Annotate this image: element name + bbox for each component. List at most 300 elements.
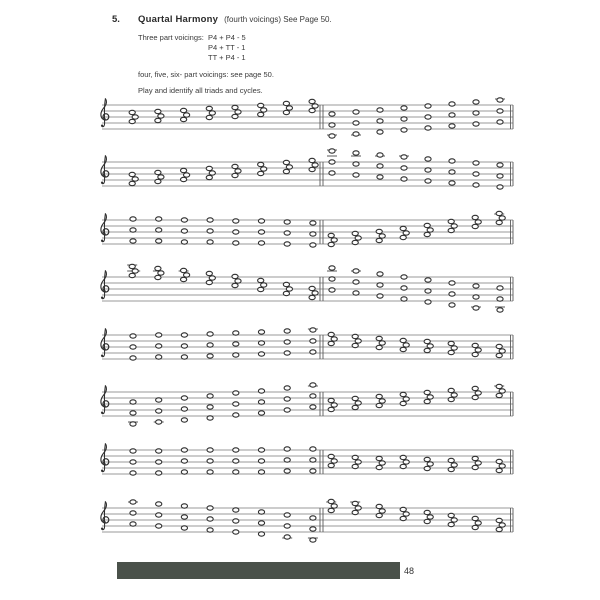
whole-note bbox=[472, 456, 478, 460]
whole-note bbox=[497, 109, 503, 113]
whole-note bbox=[207, 405, 213, 409]
whole-note bbox=[130, 511, 136, 515]
whole-note bbox=[130, 356, 136, 360]
chord bbox=[127, 264, 140, 277]
whole-note bbox=[181, 526, 187, 530]
whole-note bbox=[233, 402, 239, 406]
whole-note bbox=[377, 130, 383, 134]
whole-note bbox=[258, 532, 264, 536]
chord bbox=[232, 164, 241, 177]
whole-note bbox=[207, 354, 213, 358]
whole-note bbox=[156, 228, 162, 232]
whole-note bbox=[309, 99, 315, 103]
chord bbox=[401, 106, 407, 132]
whole-note bbox=[258, 230, 264, 234]
whole-note bbox=[472, 343, 478, 347]
chord bbox=[376, 394, 385, 407]
whole-note bbox=[233, 331, 239, 335]
whole-note bbox=[286, 287, 292, 291]
whole-note bbox=[449, 303, 455, 307]
whole-note bbox=[401, 117, 407, 121]
whole-note bbox=[233, 353, 239, 357]
chord bbox=[309, 158, 318, 171]
whole-note bbox=[400, 392, 406, 396]
whole-note bbox=[130, 500, 136, 504]
whole-note bbox=[310, 221, 316, 225]
whole-note bbox=[473, 295, 479, 299]
whole-note bbox=[448, 228, 454, 232]
whole-note bbox=[328, 454, 334, 458]
voicing-item: TT + P4 - 1 bbox=[208, 53, 246, 62]
whole-note bbox=[206, 280, 212, 284]
whole-note bbox=[261, 167, 267, 171]
whole-note bbox=[331, 238, 337, 242]
chord bbox=[449, 102, 455, 128]
whole-note bbox=[129, 119, 135, 123]
chord bbox=[258, 278, 267, 291]
chord bbox=[328, 233, 337, 246]
chord bbox=[233, 508, 239, 534]
chord bbox=[351, 110, 361, 136]
chord bbox=[258, 330, 264, 356]
whole-note bbox=[473, 161, 479, 165]
whole-note bbox=[400, 401, 406, 405]
whole-note bbox=[233, 413, 239, 417]
chord bbox=[181, 218, 187, 244]
whole-note bbox=[310, 383, 316, 387]
whole-note bbox=[473, 172, 479, 176]
whole-note bbox=[158, 175, 164, 179]
whole-note bbox=[310, 538, 316, 542]
whole-note bbox=[258, 287, 264, 291]
chord bbox=[284, 447, 290, 473]
whole-note bbox=[331, 337, 337, 341]
chord bbox=[284, 220, 290, 246]
whole-note bbox=[497, 308, 503, 312]
chord bbox=[181, 504, 187, 530]
whole-note bbox=[181, 240, 187, 244]
chord bbox=[424, 457, 433, 470]
whole-note bbox=[233, 342, 239, 346]
chord bbox=[449, 159, 455, 185]
whole-note bbox=[376, 394, 382, 398]
chord bbox=[495, 98, 505, 124]
whole-note bbox=[403, 460, 409, 464]
whole-note bbox=[377, 119, 383, 123]
whole-note bbox=[181, 108, 187, 112]
whole-note bbox=[328, 332, 334, 336]
chord bbox=[207, 506, 213, 532]
whole-note bbox=[155, 275, 161, 279]
whole-note bbox=[233, 241, 239, 245]
whole-note bbox=[232, 274, 238, 278]
whole-note bbox=[425, 179, 431, 183]
whole-note bbox=[258, 448, 264, 452]
whole-note bbox=[499, 389, 505, 393]
whole-note bbox=[376, 336, 382, 340]
music-system-2 bbox=[95, 144, 520, 206]
chord bbox=[351, 151, 361, 177]
whole-note bbox=[472, 224, 478, 228]
whole-note bbox=[310, 527, 316, 531]
whole-note bbox=[328, 508, 334, 512]
whole-note bbox=[377, 164, 383, 168]
whole-note bbox=[156, 524, 162, 528]
whole-note bbox=[310, 232, 316, 236]
whole-note bbox=[403, 397, 409, 401]
whole-note bbox=[331, 403, 337, 407]
chord bbox=[472, 516, 481, 529]
chord bbox=[376, 504, 385, 517]
whole-note bbox=[312, 291, 318, 295]
whole-note bbox=[284, 535, 290, 539]
whole-note bbox=[156, 471, 162, 475]
whole-note bbox=[449, 281, 455, 285]
whole-note bbox=[129, 264, 135, 268]
whole-note bbox=[377, 283, 383, 287]
whole-note bbox=[355, 401, 361, 405]
whole-note bbox=[499, 464, 505, 468]
whole-note bbox=[376, 504, 382, 508]
whole-note bbox=[310, 394, 316, 398]
whole-note bbox=[207, 343, 213, 347]
whole-note bbox=[181, 396, 187, 400]
chord bbox=[156, 449, 162, 475]
music-system-8 bbox=[95, 490, 520, 552]
whole-note bbox=[448, 522, 454, 526]
whole-note bbox=[261, 283, 267, 287]
whole-note bbox=[496, 353, 502, 357]
whole-note bbox=[497, 98, 503, 102]
chord bbox=[232, 274, 241, 287]
whole-note bbox=[472, 525, 478, 529]
whole-note bbox=[130, 228, 136, 232]
whole-note bbox=[448, 388, 454, 392]
whole-note bbox=[284, 458, 290, 462]
whole-note bbox=[472, 516, 478, 520]
whole-note bbox=[181, 344, 187, 348]
whole-note bbox=[206, 166, 212, 170]
whole-note bbox=[156, 409, 162, 413]
whole-note bbox=[497, 286, 503, 290]
whole-note bbox=[425, 157, 431, 161]
whole-note bbox=[209, 276, 215, 280]
whole-note bbox=[355, 236, 361, 240]
whole-note bbox=[310, 405, 316, 409]
whole-note bbox=[155, 118, 161, 122]
whole-note bbox=[496, 220, 502, 224]
whole-note bbox=[376, 229, 382, 233]
whole-note bbox=[400, 464, 406, 468]
whole-note bbox=[283, 160, 289, 164]
whole-note bbox=[206, 175, 212, 179]
whole-note bbox=[424, 457, 430, 461]
whole-note bbox=[232, 114, 238, 118]
chord bbox=[400, 338, 409, 351]
whole-note bbox=[158, 271, 164, 275]
whole-note bbox=[156, 398, 162, 402]
whole-note bbox=[130, 449, 136, 453]
chord bbox=[181, 448, 187, 474]
whole-note bbox=[207, 506, 213, 510]
whole-note bbox=[184, 173, 190, 177]
whole-note bbox=[258, 470, 264, 474]
whole-note bbox=[209, 171, 215, 175]
whole-note bbox=[328, 463, 334, 467]
whole-note bbox=[425, 278, 431, 282]
chord bbox=[473, 100, 479, 126]
whole-note bbox=[328, 407, 334, 411]
whole-note bbox=[379, 399, 385, 403]
whole-note bbox=[472, 395, 478, 399]
chord bbox=[284, 329, 290, 355]
whole-note bbox=[233, 530, 239, 534]
whole-note bbox=[328, 499, 334, 503]
whole-note bbox=[427, 462, 433, 466]
whole-note bbox=[129, 110, 135, 114]
whole-note bbox=[401, 128, 407, 132]
page-number: 48 bbox=[404, 566, 415, 576]
section-subtitle: (fourth voicings) See Page 50. bbox=[224, 15, 332, 24]
chord bbox=[495, 286, 505, 312]
voicing-item: P4 + TT - 1 bbox=[208, 43, 246, 52]
chord bbox=[496, 459, 505, 472]
whole-note bbox=[181, 277, 187, 281]
chord bbox=[401, 275, 407, 301]
whole-note bbox=[379, 461, 385, 465]
chord bbox=[328, 332, 337, 345]
whole-note bbox=[233, 508, 239, 512]
whole-note bbox=[207, 332, 213, 336]
whole-note bbox=[284, 408, 290, 412]
note-instruction: Play and identify all triads and cycles. bbox=[138, 86, 263, 95]
whole-note bbox=[352, 455, 358, 459]
whole-note bbox=[309, 158, 315, 162]
whole-note bbox=[206, 115, 212, 119]
whole-note bbox=[377, 175, 383, 179]
chord bbox=[179, 268, 190, 281]
chord bbox=[399, 155, 409, 181]
whole-note bbox=[310, 328, 316, 332]
whole-note bbox=[310, 458, 316, 462]
chord bbox=[258, 219, 264, 245]
whole-note bbox=[425, 115, 431, 119]
whole-note bbox=[129, 172, 135, 176]
whole-note bbox=[284, 397, 290, 401]
whole-note bbox=[309, 167, 315, 171]
whole-note bbox=[401, 297, 407, 301]
whole-note bbox=[449, 113, 455, 117]
whole-note bbox=[472, 215, 478, 219]
chord bbox=[376, 229, 385, 242]
whole-note bbox=[499, 216, 505, 220]
whole-note bbox=[258, 389, 264, 393]
whole-note bbox=[233, 219, 239, 223]
whole-note bbox=[496, 344, 502, 348]
whole-note bbox=[449, 102, 455, 106]
whole-note bbox=[377, 153, 383, 157]
chord bbox=[424, 510, 433, 523]
whole-note bbox=[379, 509, 385, 513]
chord bbox=[284, 386, 290, 412]
whole-note bbox=[448, 458, 454, 462]
whole-note bbox=[130, 411, 136, 415]
whole-note bbox=[284, 220, 290, 224]
whole-note bbox=[283, 282, 289, 286]
whole-note bbox=[475, 348, 481, 352]
whole-note bbox=[130, 239, 136, 243]
whole-note bbox=[207, 528, 213, 532]
whole-note bbox=[329, 134, 335, 138]
whole-note bbox=[284, 447, 290, 451]
whole-note bbox=[258, 171, 264, 175]
whole-note bbox=[181, 218, 187, 222]
whole-note bbox=[258, 400, 264, 404]
whole-note bbox=[352, 343, 358, 347]
chord bbox=[377, 272, 383, 298]
whole-note bbox=[352, 510, 358, 514]
whole-note bbox=[130, 522, 136, 526]
whole-note bbox=[352, 240, 358, 244]
whole-note bbox=[427, 515, 433, 519]
whole-note bbox=[129, 273, 135, 277]
whole-note bbox=[156, 333, 162, 337]
whole-note bbox=[376, 513, 382, 517]
chord bbox=[327, 112, 337, 138]
whole-note bbox=[258, 112, 264, 116]
whole-note bbox=[181, 117, 187, 121]
chord bbox=[207, 332, 213, 358]
whole-note bbox=[181, 448, 187, 452]
whole-note bbox=[181, 515, 187, 519]
whole-note bbox=[329, 266, 335, 270]
chord bbox=[130, 334, 136, 360]
chord bbox=[308, 383, 318, 409]
chord bbox=[310, 221, 316, 247]
whole-note bbox=[400, 338, 406, 342]
chord bbox=[471, 284, 481, 310]
whole-note bbox=[181, 470, 187, 474]
whole-note bbox=[331, 459, 337, 463]
whole-note bbox=[309, 295, 315, 299]
chord bbox=[206, 106, 215, 119]
chord bbox=[233, 331, 239, 357]
whole-note bbox=[403, 231, 409, 235]
whole-note bbox=[207, 470, 213, 474]
whole-note bbox=[355, 506, 361, 510]
whole-note bbox=[284, 231, 290, 235]
whole-note bbox=[353, 173, 359, 177]
whole-note bbox=[353, 280, 359, 284]
whole-note bbox=[232, 283, 238, 287]
whole-note bbox=[158, 114, 164, 118]
whole-note bbox=[449, 124, 455, 128]
whole-note bbox=[497, 120, 503, 124]
whole-note bbox=[401, 106, 407, 110]
whole-note bbox=[258, 219, 264, 223]
whole-note bbox=[284, 340, 290, 344]
whole-note bbox=[130, 400, 136, 404]
whole-note bbox=[232, 164, 238, 168]
whole-note bbox=[449, 292, 455, 296]
whole-note bbox=[424, 466, 430, 470]
whole-note bbox=[427, 344, 433, 348]
whole-note bbox=[401, 177, 407, 181]
whole-note bbox=[472, 465, 478, 469]
whole-note bbox=[425, 126, 431, 130]
whole-note bbox=[258, 459, 264, 463]
whole-note bbox=[310, 350, 316, 354]
whole-note bbox=[155, 170, 161, 174]
whole-note bbox=[284, 386, 290, 390]
whole-note bbox=[132, 115, 138, 119]
whole-note bbox=[284, 242, 290, 246]
whole-note bbox=[497, 163, 503, 167]
whole-note bbox=[473, 111, 479, 115]
whole-note bbox=[184, 113, 190, 117]
whole-note bbox=[473, 284, 479, 288]
chord bbox=[375, 153, 385, 179]
chord bbox=[310, 447, 316, 473]
whole-note bbox=[401, 275, 407, 279]
chord bbox=[449, 281, 455, 307]
whole-note bbox=[451, 224, 457, 228]
whole-note bbox=[284, 524, 290, 528]
whole-note bbox=[451, 518, 457, 522]
voicings-label: Three part voicings: bbox=[138, 33, 204, 42]
whole-note bbox=[309, 108, 315, 112]
whole-note bbox=[235, 169, 241, 173]
whole-note bbox=[400, 507, 406, 511]
whole-note bbox=[401, 166, 407, 170]
whole-note bbox=[449, 170, 455, 174]
whole-note bbox=[496, 384, 502, 388]
whole-note bbox=[181, 504, 187, 508]
whole-note bbox=[497, 174, 503, 178]
whole-note bbox=[233, 230, 239, 234]
whole-note bbox=[449, 159, 455, 163]
whole-note bbox=[261, 108, 267, 112]
whole-note bbox=[352, 231, 358, 235]
whole-note bbox=[132, 269, 138, 273]
whole-note bbox=[130, 460, 136, 464]
whole-note bbox=[376, 403, 382, 407]
chord bbox=[448, 458, 457, 471]
whole-note bbox=[424, 232, 430, 236]
chord bbox=[425, 278, 431, 304]
chord bbox=[326, 499, 337, 512]
section-title: Quartal Harmony bbox=[138, 14, 219, 25]
whole-note bbox=[496, 468, 502, 472]
whole-note bbox=[355, 339, 361, 343]
whole-note bbox=[379, 234, 385, 238]
whole-note bbox=[130, 217, 136, 221]
whole-note bbox=[155, 179, 161, 183]
whole-note bbox=[233, 391, 239, 395]
whole-note bbox=[329, 149, 335, 153]
whole-note bbox=[424, 399, 430, 403]
whole-note bbox=[284, 351, 290, 355]
whole-note bbox=[475, 461, 481, 465]
whole-note bbox=[403, 343, 409, 347]
chord bbox=[128, 500, 138, 526]
whole-note bbox=[207, 416, 213, 420]
whole-note bbox=[310, 469, 316, 473]
whole-note bbox=[331, 504, 337, 508]
whole-note bbox=[329, 160, 335, 164]
whole-note bbox=[130, 345, 136, 349]
whole-note bbox=[403, 512, 409, 516]
